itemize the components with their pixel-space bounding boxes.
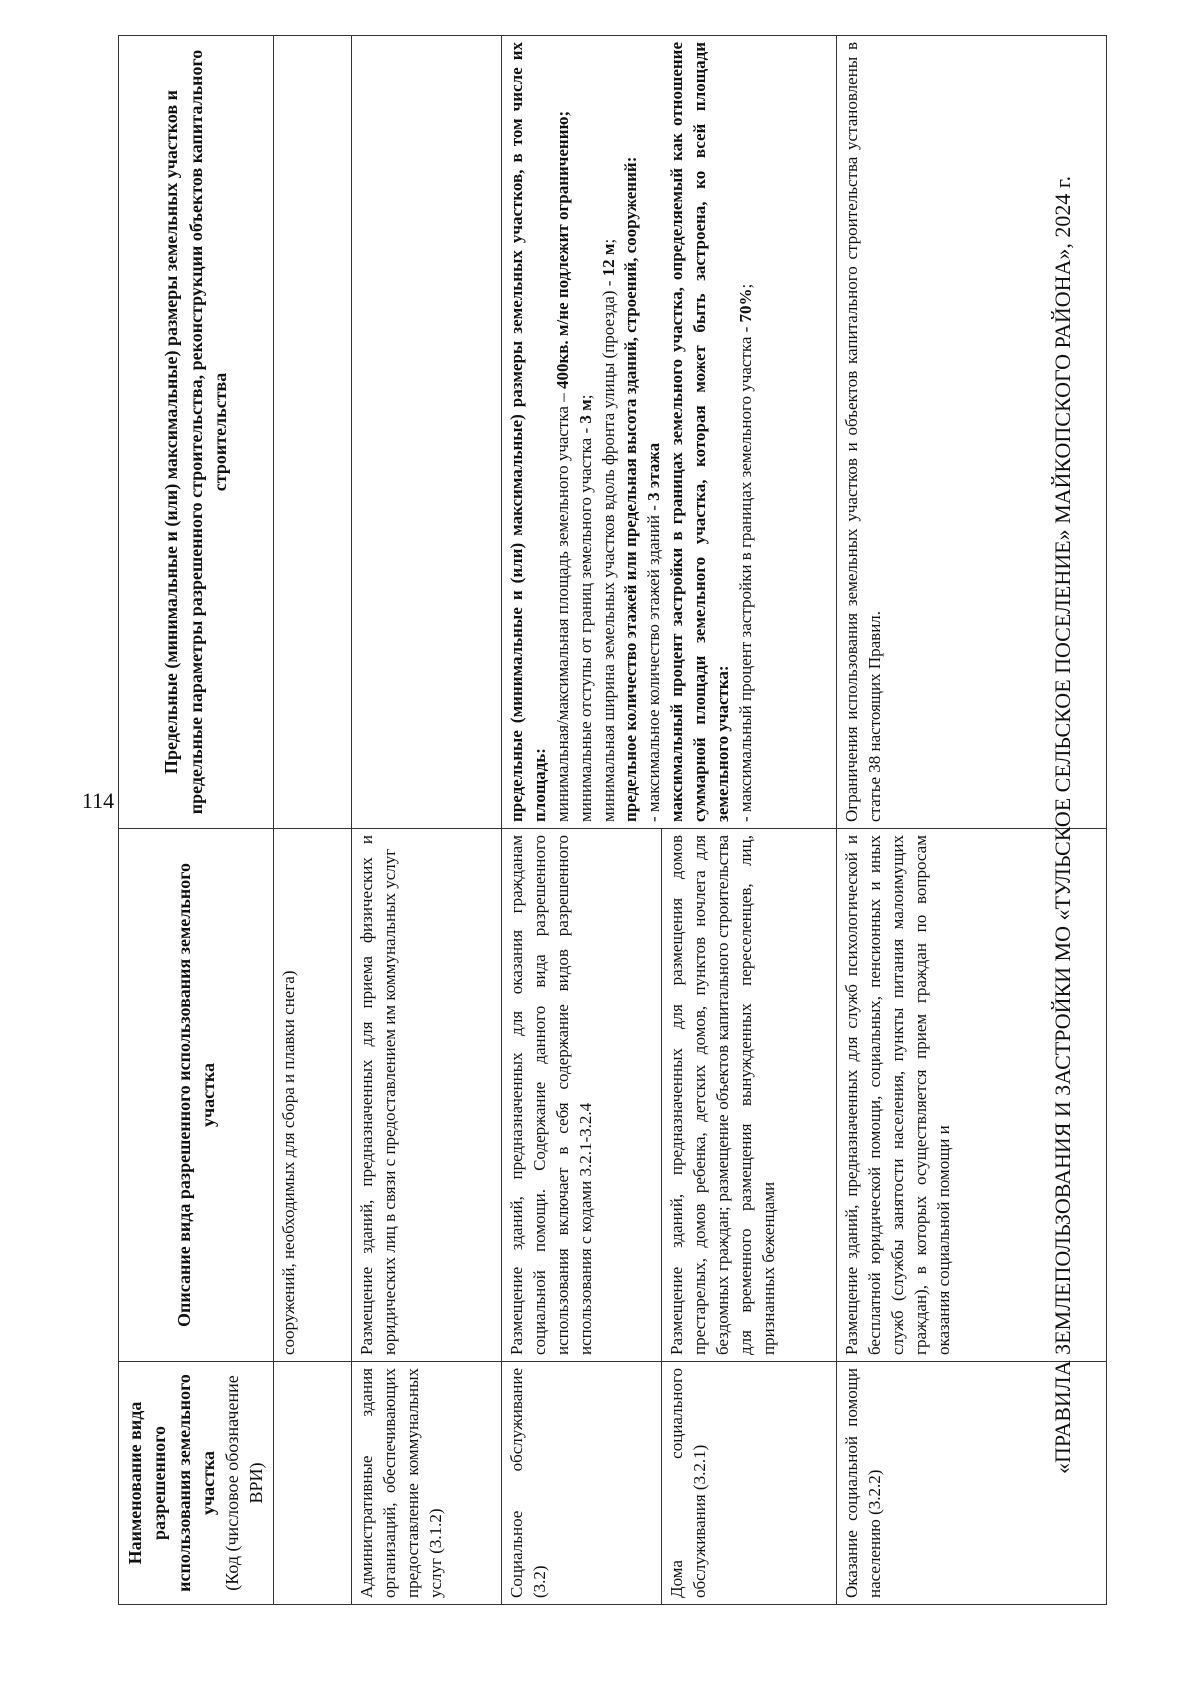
document-footer: «ПРАВИЛА ЗЕМЛЕПОЛЬЗОВАНИЯ И ЗАСТРОЙКИ МО «ТУЛЬСКОЕ СЕЛЬСКОЕ ПОСЕЛЕНИЕ» МАЙКОПСКОГО РАЙОНА», 2024 г.: [1050, 176, 1075, 1474]
rotated-table-container: [118, 42, 1053, 1605]
param-setbacks-value: 3 м: [575, 399, 595, 424]
row-name-cell: Административные здания организаций, обеспечивающих предоставление коммунальных услуг (3.1.2): [351, 1362, 501, 1605]
param-frontage-value: 12 м: [598, 243, 618, 277]
param-max-coverage-value: 70%: [736, 288, 756, 323]
header-vri-description: Описание вида разрешенного использования земельного участка: [119, 829, 274, 1362]
param-max-coverage-label: - максимальный процент застройки в границах земельного участка -: [736, 322, 756, 822]
table-header-row: [119, 36, 274, 1605]
regulations-table: [118, 35, 1106, 1605]
row-description-cell: сооружений, необходимых для сбора и плавки снега): [273, 829, 351, 1362]
header-parameters: Предельные (минимальные и (или) максимальные) размеры земельных участков и предельные параметры разрешенного строительства, реконструкции объектов капитального строительства: [119, 36, 274, 829]
punct: ;: [575, 394, 595, 400]
param-plot-size-heading: предельные (минимальные и (или) максимальные) размеры земельных участков, в том числе их площадь:: [506, 42, 549, 822]
row-description-cell: Размещение зданий, предназначенных для оказания гражданам социальной помощи. Содержание данного вида разрешенного использования включает в себя содержание видов разрешенного использования с кодами 3.2.1-3.2.4: [501, 829, 661, 1362]
row-description-cell: Размещение зданий, предназначенных для приема физических и юридических лиц в связи с предоставлением им коммунальных услуг: [351, 829, 501, 1362]
punct: ;: [736, 283, 756, 289]
param-restrictions: Ограничения использования земельных участков и объектов капитального строительства установлены в статье 38 настоящих Правил.: [841, 42, 884, 822]
param-frontage-width: [598, 42, 621, 822]
param-max-floors-value: 3 этажа: [644, 442, 664, 501]
header-vri-name: [119, 1362, 274, 1605]
page-number: 114: [81, 788, 115, 813]
param-plot-area: [552, 42, 575, 822]
row-description-cell: Размещение зданий, предназначенных для служб психологической и бесплатной юридической помощи, социальных, пенсионных и иных служб (службы занятости населения, пункты питания малоимущих граждан), в которых осуществляется прием граждан по вопросам оказания социальной помощи и: [836, 829, 1106, 1362]
row-name-cell: [273, 1362, 351, 1605]
param-floors-heading: предельное количество этажей или предельная высота зданий, строений, сооружений:: [621, 156, 641, 822]
row-name-cell: Социальное обслуживание (3.2): [501, 1362, 661, 1605]
header-vri-code-text: (Код (числовое обозначение ВРИ): [222, 1375, 267, 1591]
row-name-cell: Дома социального обслуживания (3.2.1): [661, 1362, 836, 1605]
row-name-cell: Оказание социальной помощи населению (3.2.2): [836, 1362, 1106, 1605]
param-max-floors-label: - максимальное количество этажей зданий -: [644, 500, 664, 822]
row-params-cell: [273, 36, 351, 829]
param-max-floors: [643, 42, 666, 822]
table-row: [501, 36, 661, 1605]
row-description-cell: Размещение зданий, предназначенных для размещения домов престарелых, домов ребенка, детских домов, пунктов ночлега для бездомных граждан; размещение объектов капитального строительства для временного размещения вынужденных переселенцев, лиц, признанных беженцами: [661, 829, 836, 1362]
header-vri-name-text: Наименование вида разрешенного использования земельного участка: [125, 1374, 218, 1592]
table-row: [351, 36, 501, 1605]
param-plot-area-label: минимальная/максимальная площадь земельного участка –: [552, 389, 572, 822]
param-frontage-label: минимальная ширина земельных участков вдоль фронта улицы (проезда) -: [598, 276, 618, 822]
param-setbacks-label: минимальные отступы от границ земельного участка -: [575, 423, 595, 822]
param-plot-area-value: 400кв. м/не подлежит ограничению;: [552, 110, 572, 390]
row-params-cell: [351, 36, 501, 829]
parameters-cell: [501, 36, 836, 829]
table-row: [273, 36, 351, 1605]
param-coverage-heading: максимальный процент застройки в границах земельного участка, определяемый как отношение суммарной площади земельного участка, которая может быть застроена, ко всей площади земельного участка:: [667, 42, 733, 822]
param-max-coverage: [735, 42, 758, 822]
param-setbacks: [575, 42, 598, 822]
punct: ;: [598, 238, 618, 244]
